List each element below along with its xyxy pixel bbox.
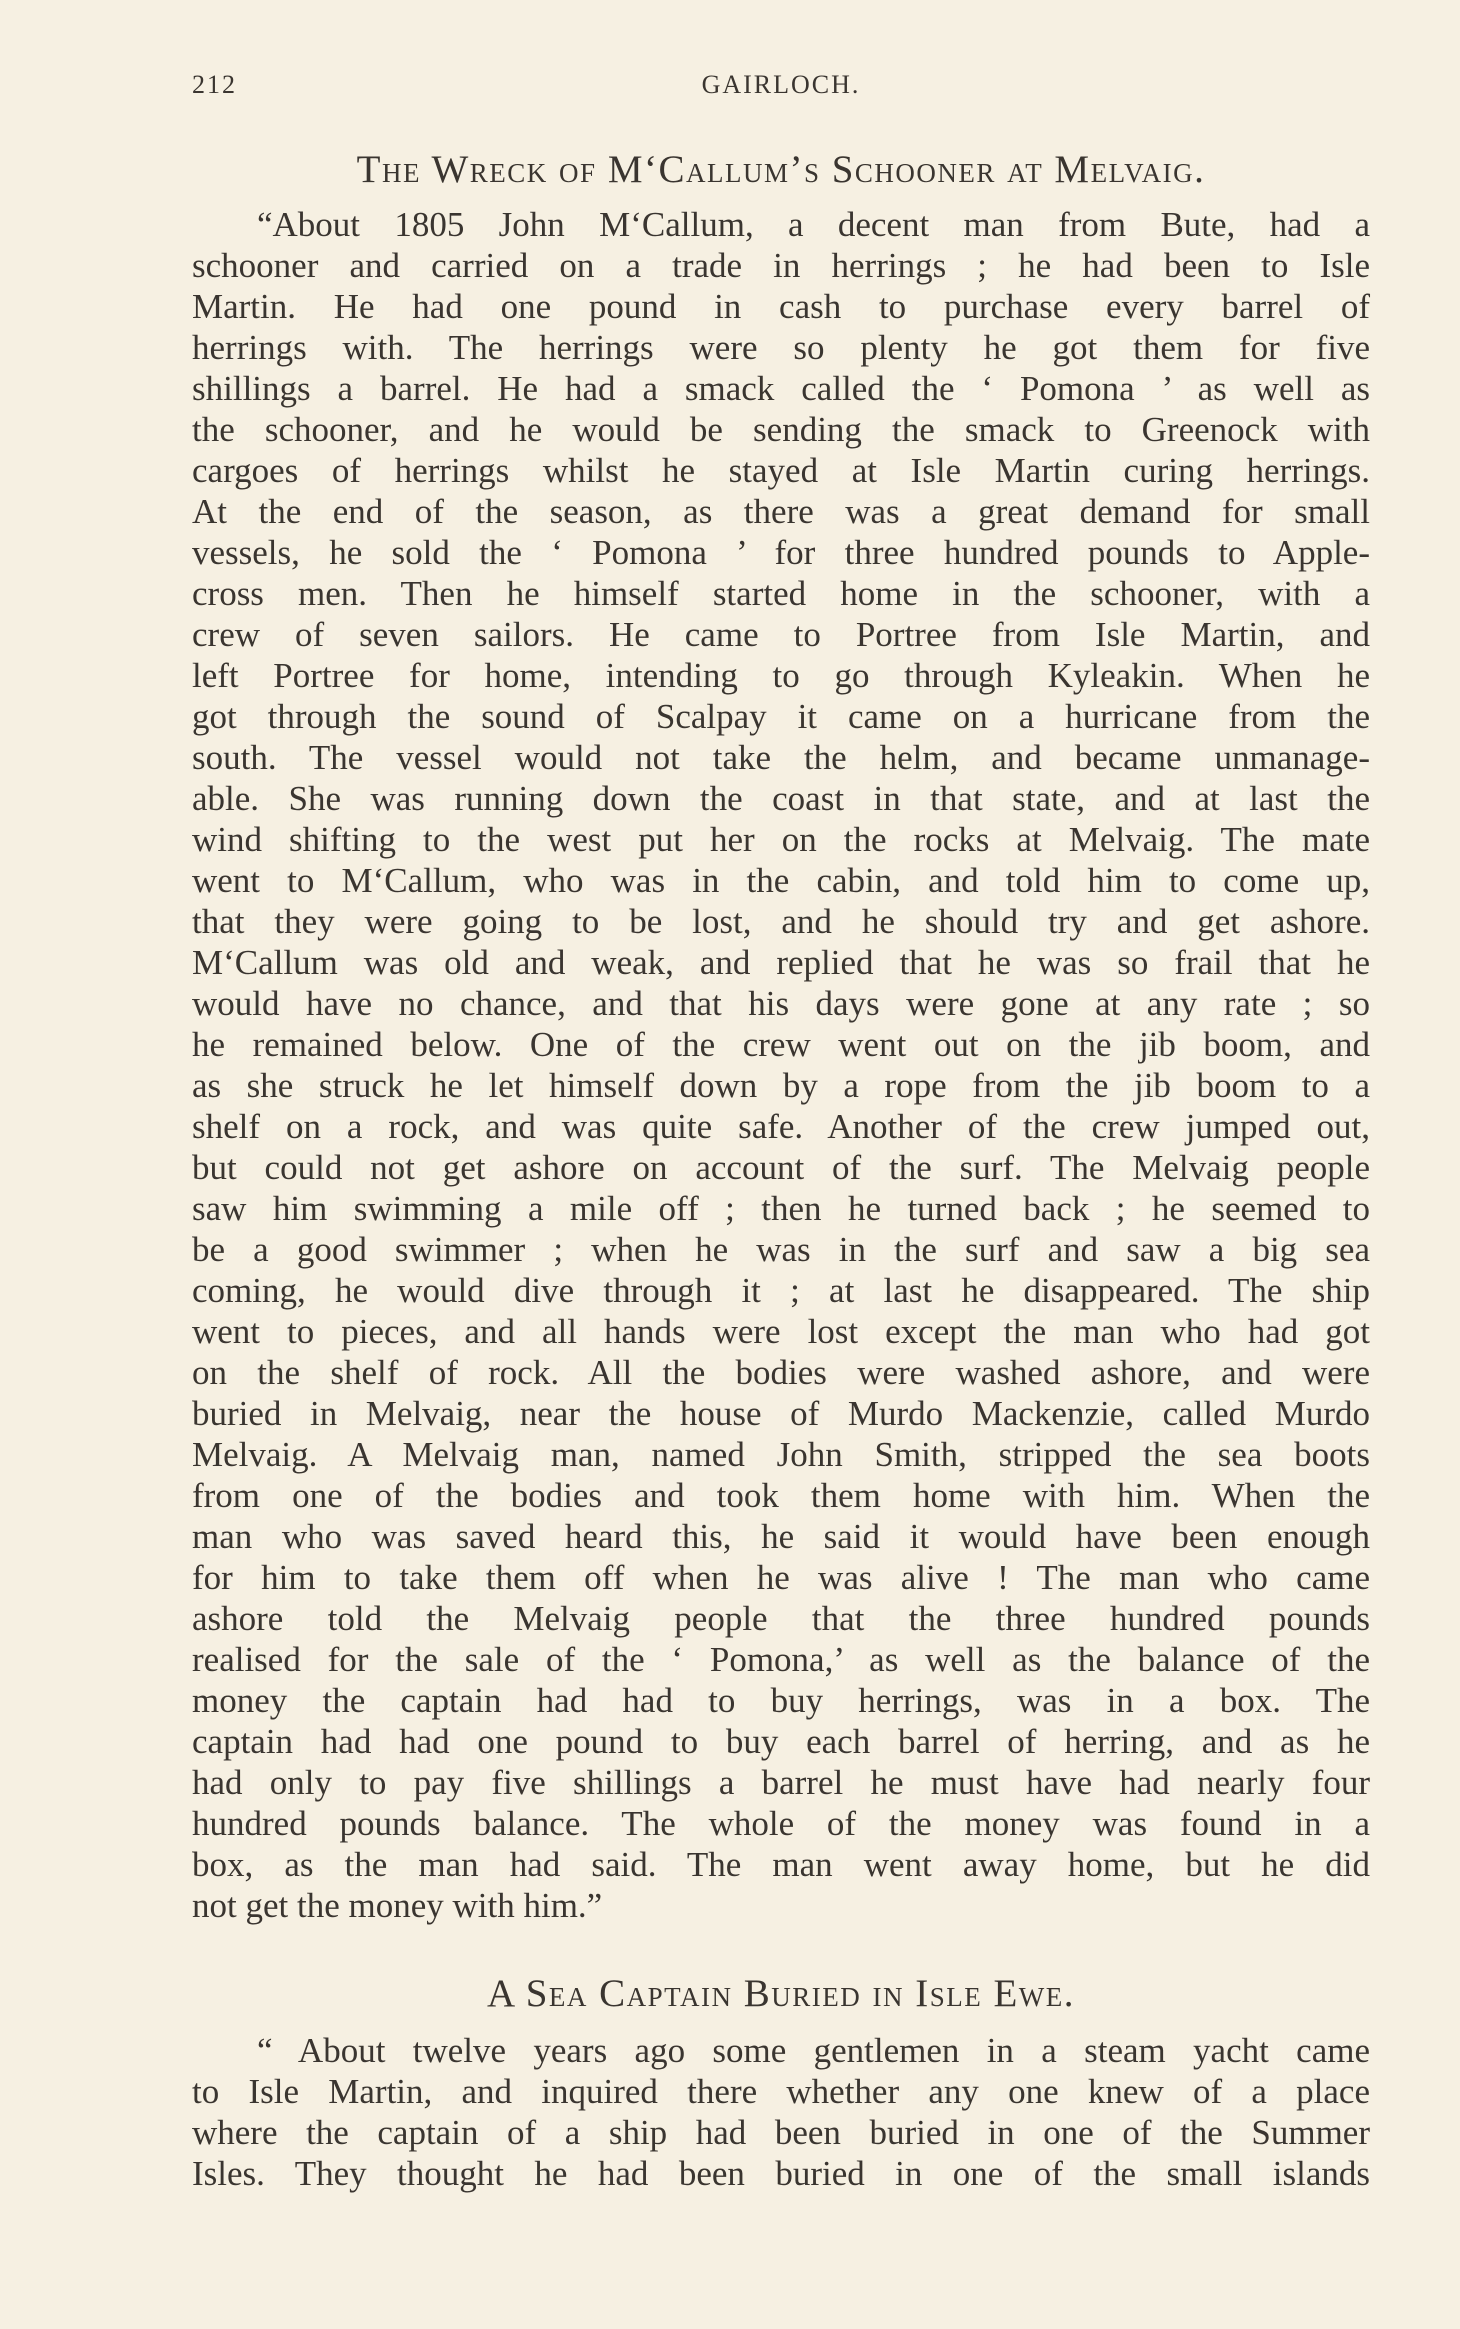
text-line: wind shifting to the west put her on the rocks at Melvaig. The mate [192,820,1370,859]
text-line: “About 1805 John M‘Callum, a decent man from Bute, had a [257,205,1370,244]
page-number: 212 [192,70,237,99]
text-line: be a good swimmer ; when he was in the surf and saw a big sea [192,1230,1370,1269]
section-title-sea-captain: A Sea Captain Buried in Isle Ewe. [486,1972,1076,2015]
text-line: crew of seven sailors. He came to Portree from Isle Martin, and [192,615,1370,654]
text-line: At the end of the season, as there was a great demand for small [192,492,1370,531]
text-line: where the captain of a ship had been buried in one of the Summer [192,2113,1370,2152]
section-body-wreck [192,204,1370,1926]
text-line: left Portree for home, intending to go through Kyleakin. When he [192,656,1370,695]
text-line: that they were going to be lost, and he should try and get ashore. [192,902,1370,941]
text-line: to Isle Martin, and inquired there whether any one knew of a place [192,2072,1370,2111]
text-line: M‘Callum was old and weak, and replied that he was so frail that he [192,943,1370,982]
text-line: got through the sound of Scalpay it came on a hurricane from the [192,697,1370,736]
text-line: Isles. They thought he had been buried in one of the small islands [192,2154,1370,2193]
text-line: able. She was running down the coast in that state, and at last the [192,779,1370,818]
text-line: south. The vessel would not take the helm, and became unmanage- [192,738,1370,777]
text-line: schooner and carried on a trade in herrings ; he had been to Isle [192,246,1370,285]
text-line: Melvaig. A Melvaig man, named John Smith, stripped the sea boots [192,1435,1370,1474]
text-line: the schooner, and he would be sending the smack to Greenock with [192,410,1370,449]
text-line: not get the money with him.” [192,1886,603,1925]
text-line: captain had had one pound to buy each barrel of herring, and as he [192,1722,1370,1761]
section-body-sea-captain [192,2030,1370,2194]
book-page [192,70,1370,2194]
text-line: box, as the man had said. The man went away home, but he did [192,1845,1370,1884]
text-line: had only to pay five shillings a barrel he must have had nearly four [192,1763,1370,1802]
text-line: as she struck he let himself down by a rope from the jib boom to a [192,1066,1370,1105]
text-line: man who was saved heard this, he said it would have been enough [192,1517,1370,1556]
section-title-wreck: The Wreck of M‘Callum’s Schooner at Melvaig. [356,148,1206,191]
text-line: money the captain had had to buy herrings, was in a box. The [192,1681,1370,1720]
text-line: cross men. Then he himself started home in the schooner, with a [192,574,1370,613]
text-line: for him to take them off when he was alive ! The man who came [192,1558,1370,1597]
text-line: realised for the sale of the ‘ Pomona,’ as well as the balance of the [192,1640,1370,1679]
text-line: hundred pounds balance. The whole of the money was found in a [192,1804,1370,1843]
text-line: vessels, he sold the ‘ Pomona ’ for three hundred pounds to Apple- [192,533,1370,572]
text-line: saw him swimming a mile off ; then he turned back ; he seemed to [192,1189,1370,1228]
text-line: on the shelf of rock. All the bodies were washed ashore, and were [192,1353,1370,1392]
text-line: cargoes of herrings whilst he stayed at Isle Martin curing herrings. [192,451,1370,490]
text-line: but could not get ashore on account of the surf. The Melvaig people [192,1148,1370,1187]
running-title: GAIRLOCH. [701,70,861,99]
text-line: ashore told the Melvaig people that the three hundred pounds [192,1599,1370,1638]
text-line: Martin. He had one pound in cash to purchase every barrel of [192,287,1370,326]
text-line: from one of the bodies and took them home with him. When the [192,1476,1370,1515]
text-line: would have no chance, and that his days were gone at any rate ; so [192,984,1370,1023]
text-line: he remained below. One of the crew went out on the jib boom, and [192,1025,1370,1064]
text-line: coming, he would dive through it ; at last he disappeared. The ship [192,1271,1370,1310]
text-line: shelf on a rock, and was quite safe. Another of the crew jumped out, [192,1107,1370,1146]
text-line: went to pieces, and all hands were lost except the man who had got [192,1312,1370,1351]
text-line: buried in Melvaig, near the house of Murdo Mackenzie, called Murdo [192,1394,1370,1433]
text-line: “ About twelve years ago some gentlemen in a steam yacht came [257,2031,1370,2070]
running-head [192,70,1370,110]
text-line: went to M‘Callum, who was in the cabin, and told him to come up, [192,861,1370,900]
text-line: herrings with. The herrings were so plenty he got them for five [192,328,1370,367]
text-line: shillings a barrel. He had a smack called the ‘ Pomona ’ as well as [192,369,1370,408]
